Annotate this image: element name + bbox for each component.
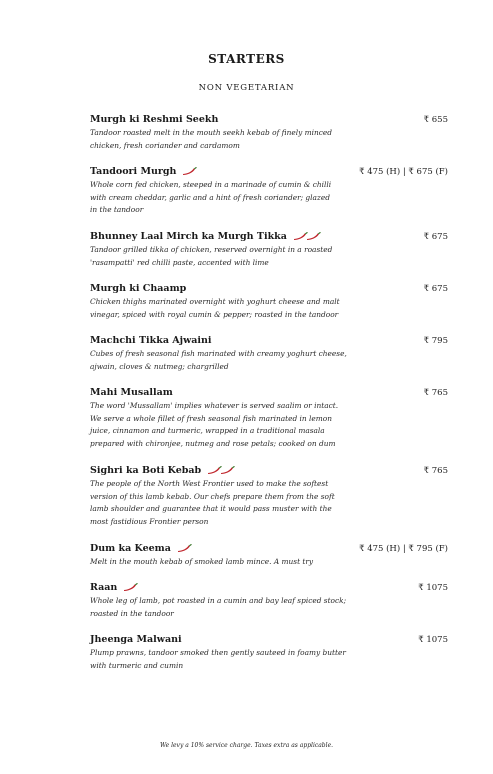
item-name-text: Jheenga Malwani bbox=[90, 634, 182, 645]
menu-item bbox=[90, 387, 448, 450]
item-name bbox=[90, 543, 190, 554]
description-line: ajwain, cloves & nutmeg; chargrilled bbox=[90, 361, 229, 371]
section-subtitle: NON VEGETARIAN bbox=[198, 83, 295, 93]
description-line: Chicken thighs marinated overnight with yoghurt cheese and malt bbox=[90, 297, 340, 306]
item-description bbox=[90, 296, 380, 321]
item-name bbox=[90, 166, 195, 177]
chili-rating bbox=[293, 232, 319, 241]
description-line: We serve a whole fillet of fresh seasonal fish marinated in lemon bbox=[90, 413, 332, 423]
item-price: ₹ 1075 bbox=[418, 635, 448, 645]
item-price: ₹ 795 bbox=[423, 336, 448, 346]
item-description bbox=[90, 595, 380, 620]
description-line: Whole leg of lamb, pot roasted in a cumin and bay leaf spiced stock; bbox=[90, 596, 347, 605]
item-price: ₹ 675 bbox=[423, 232, 448, 242]
item-name-text: Sighri ka Boti Kebab bbox=[90, 465, 202, 476]
item-name bbox=[90, 582, 136, 593]
chili-rating bbox=[123, 583, 136, 592]
section-title: STARTERS bbox=[208, 52, 285, 66]
item-price: ₹ 1075 bbox=[418, 583, 448, 593]
service-charge-note: We levy a 10% service charge. Taxes extra as applicable. bbox=[159, 742, 334, 749]
item-price: ₹ 765 bbox=[423, 466, 448, 476]
item-description bbox=[90, 400, 380, 450]
description-line: The people of the North West Frontier used to make the softest bbox=[90, 479, 329, 488]
description-line: with turmeric and cumin bbox=[90, 660, 184, 670]
menu-item bbox=[90, 335, 448, 373]
description-line: The word 'Mussallam' implies whatever is served saalim or intact. bbox=[90, 401, 339, 410]
item-description bbox=[90, 127, 380, 152]
chili-rating bbox=[177, 544, 190, 553]
description-line: Whole corn fed chicken, steeped in a marinade of cumin & chilli bbox=[90, 180, 332, 189]
item-name-text: Murgh ki Reshmi Seekh bbox=[90, 114, 219, 125]
description-line: Plump prawns, tandoor smoked then gently sauteed in foamy butter bbox=[90, 648, 346, 657]
description-line: Tandoor roasted melt in the mouth seekh kebab of finely minced bbox=[90, 128, 332, 137]
item-name-text: Raan bbox=[90, 582, 118, 593]
description-line: roasted in the tandoor bbox=[90, 608, 174, 618]
item-name bbox=[90, 231, 319, 242]
chili-pepper-icon bbox=[177, 544, 190, 553]
chili-rating bbox=[207, 466, 233, 475]
menu-item bbox=[90, 465, 448, 528]
item-description bbox=[90, 647, 380, 672]
chili-pepper-icon bbox=[220, 466, 233, 475]
item-name bbox=[90, 634, 182, 645]
item-price: ₹ 475 (H) | ₹ 795 (F) bbox=[359, 544, 448, 554]
item-name-text: Mahi Musallam bbox=[90, 387, 173, 398]
description-line: most fastidious Frontier person bbox=[90, 516, 209, 526]
item-price: ₹ 475 (H) | ₹ 675 (F) bbox=[359, 167, 448, 177]
menu-item bbox=[90, 283, 448, 321]
item-description bbox=[90, 478, 380, 528]
chili-pepper-icon bbox=[306, 232, 319, 241]
description-line: prepared with chironjee, nutmeg and rose petals; cooked on dum bbox=[90, 438, 336, 448]
description-line: Tandoor grilled tikka of chicken, reserved overnight in a roasted bbox=[90, 245, 333, 254]
chili-pepper-icon bbox=[123, 583, 136, 592]
item-name bbox=[90, 335, 212, 346]
item-description bbox=[90, 244, 380, 269]
item-name bbox=[90, 283, 186, 294]
item-description bbox=[90, 556, 380, 569]
chili-pepper-icon bbox=[293, 232, 306, 241]
menu-item bbox=[90, 231, 448, 269]
item-description bbox=[90, 179, 380, 217]
item-price: ₹ 675 bbox=[423, 284, 448, 294]
item-name-text: Murgh ki Chaamp bbox=[90, 283, 187, 294]
menu-item bbox=[90, 634, 448, 672]
item-name bbox=[90, 114, 218, 125]
description-line: juice, cinnamon and turmeric, wrapped in a traditional masala bbox=[90, 426, 325, 435]
description-line: chicken, fresh coriander and cardamom bbox=[90, 140, 240, 150]
item-name-text: Tandoori Murgh bbox=[90, 166, 177, 177]
item-price: ₹ 765 bbox=[423, 388, 448, 398]
item-name bbox=[90, 465, 233, 476]
description-line: Melt in the mouth kebab of smoked lamb mince. A must try bbox=[90, 557, 314, 566]
description-line: in the tandoor bbox=[90, 205, 144, 214]
item-name-text: Bhunney Laal Mirch ka Murgh Tikka bbox=[90, 231, 287, 242]
description-line: lamb shoulder and guarantee that it would pass muster with the bbox=[90, 504, 332, 513]
item-name bbox=[90, 387, 173, 398]
menu-item bbox=[90, 543, 448, 569]
chili-pepper-icon bbox=[182, 167, 195, 176]
item-price: ₹ 655 bbox=[423, 115, 448, 125]
description-line: Cubes of fresh seasonal fish marinated with creamy yoghurt cheese, bbox=[90, 349, 347, 358]
description-line: with cream cheddar, garlic and a hint of fresh coriander; glazed bbox=[90, 192, 330, 202]
description-line: version of this lamb kebab. Our chefs prepare them from the soft bbox=[90, 491, 335, 501]
chili-pepper-icon bbox=[207, 466, 220, 475]
description-line: 'rasampatti' red chilli paste, accented with lime bbox=[90, 257, 269, 267]
menu-item bbox=[90, 582, 448, 620]
chili-rating bbox=[182, 167, 195, 176]
item-name-text: Machchi Tikka Ajwaini bbox=[90, 335, 212, 346]
menu-item bbox=[90, 114, 448, 152]
item-description bbox=[90, 348, 380, 373]
item-name-text: Dum ka Keema bbox=[90, 543, 171, 554]
description-line: vinegar, spiced with royal cumin & pepper; roasted in the tandoor bbox=[90, 309, 339, 319]
menu-item bbox=[90, 166, 448, 217]
